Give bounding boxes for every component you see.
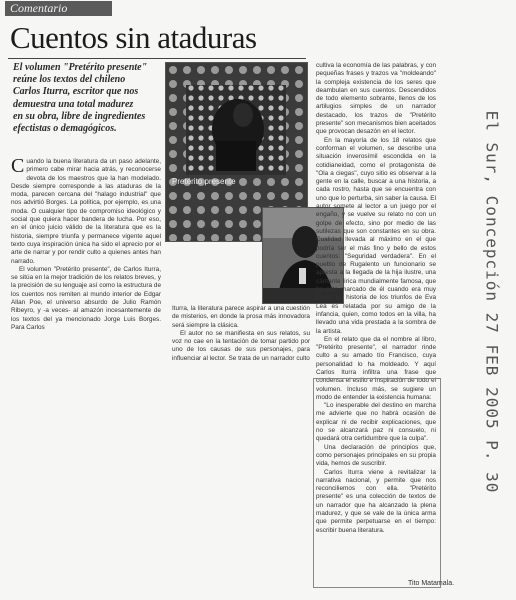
article-deck — [13, 62, 163, 135]
paragraph: El autor no se manifiesta en sus relatos, su voz no cae en la tentación de tomar partido por uno de los causas de sus personajes, para influenciar al lector. Se trata de un narrador culto — [172, 329, 310, 362]
deck-line: El volumen "Pretérito presente" — [13, 62, 148, 73]
paragraph: En la mayoría de los 18 relatos que conforman el volumen, se describe una situación inverosímil escondida en la cotidianeidad, como el protagonista de "Ola a ciegas", cuyo sitio es observar a la gente en la calle, buscar a una historia, a cada rostro, hasta que se encuentra con uno que lo perturba, sin saber la causa. El autor somete al lector a un juego por el engaño, y se vuelve su relato no con un golpe de efecto, sino por medio de las sutilezas que son constantes en su obra. Cualidad llevada al máximo en el que podría ser el más fino y bello de estos cuentos: "Seguridad verdadera". En el pueblo de Rugalento un funcionario se apresta a la llegada de la hija ilustre, una cantante lírica mundialmente famosa, que ha sido marcado de él cuando era muy joven. La historia de los triunfos de Eva Lea es relatada por su amigo de la infancia, quien, como todos en la villa, ha llevado una vida prestada a la sombra de la artista. — [316, 136, 436, 335]
paragraph: El volumen "Pretérito presente", de Carlos Iturra, se sitúa en la mejor tradición de los relatos breves, y la precisión de su lenguaje así como la estructura de los cuentos nos remiten al mundo interior de Edgar Allan Poe, el universo absurdo de Julio Ramón Ribeyro, y -a veces- al amazón incesantemente de los textos del ya mencionado Jorge Luis Borges. Para Carlos — [11, 265, 161, 331]
quote-paragraph: "Lo inesperable del destino en marcha me advierte que no habrá ocasión de explicar ni de recibir explicaciones, que no se alcanzará paz ni consuelo, ni quedará otra certidumbre que la culpa". — [316, 402, 436, 443]
cover-caption: Pretérito presente — [172, 177, 236, 186]
paragraph: Una declaración de principios que, como personajes principales en su propia vida, hemos de suscribir. — [316, 443, 436, 468]
paragraph: cultiva la economía de las palabras, y con pequeñas frases y trazos va "moldeando" la compleja existencia de los seres que deambulan en sus cuentos. Descendidos de todo elemento sobrante, llenos de los artilugios simples de un narrador destacado, los trazos de "Pretérito presente" son mecanismos bien aceitados que provocan desazón en el lector. — [316, 62, 436, 136]
article-column-2 — [172, 305, 310, 363]
article-column-1 — [11, 155, 161, 332]
paragraph: uando la buena literatura da un paso adelante, primero cabe mirar hacia atrás, y reconocerse devota de los maestros que la han modelado. Desde siempre corresponde a las ataduras de la moda, parecen cercana del "halago industrial" que nos advirtió Borges. La política, por ejemplo, es una moda. O cualquier tipo de compromiso ideológico y social que quiera hacer bandera de lucha. Por eso, en el único juicio válido de la literatura que es la historia, siempre triunfa y permanece vigente aquel texto cuya inspiración única ha sido el aprecio por el arte de narrar y por rendir culto a quienes antes han narrado. — [11, 158, 161, 265]
deck-line: reúne los textos del chileno — [13, 74, 126, 86]
deck-line: efectistas o demagógicos. — [13, 123, 117, 135]
paragraph: En el relato que da el nombre al libro, "Pretérito presente", el narrador rinde culto a su amado tío Francisco, cuya personalidad lo ha moldeado. Y aquí Carlos Iturra infiltra una frase que condensa el estilo e inspiración de todo el volumen. Incluso más, se sugiere un modo de entender la existencia humana: — [316, 335, 436, 401]
section-label: Comentario — [5, 1, 112, 16]
deck-line: Carlos Iturra, escritor que nos — [13, 86, 139, 98]
handwritten-stamp — [472, 10, 512, 595]
paragraph: Carlos Iturra viene a revitalizar la narrativa nacional, y permite que nos reconciliemos con ella. "Pretérito presente" es una colección de textos de un narrador que ha alcanzado la plena madurez, y que se vale de la única arma que permite perpetuarse en el tiempo: escribir buena literatura. — [316, 468, 436, 534]
drop-cap: C — [11, 155, 25, 177]
article-title: Cuentos sin ataduras — [10, 20, 257, 55]
author-signature: Tito Matamala. — [408, 580, 455, 587]
title-rule — [8, 58, 306, 59]
paragraph: Iturra, la literatura parece aspirar a una cuestión de misterios, en donde la prosa más innovadora será siempre la clásica. — [172, 305, 310, 329]
deck-line: demuestra una total madurez — [13, 98, 134, 110]
stamp-text: El Sur, Concepción 27 FEB 2005 P. 30 — [482, 110, 502, 494]
text-frame-border — [313, 378, 441, 588]
deck-line: en su obra, libre de ingredientes — [13, 110, 146, 122]
